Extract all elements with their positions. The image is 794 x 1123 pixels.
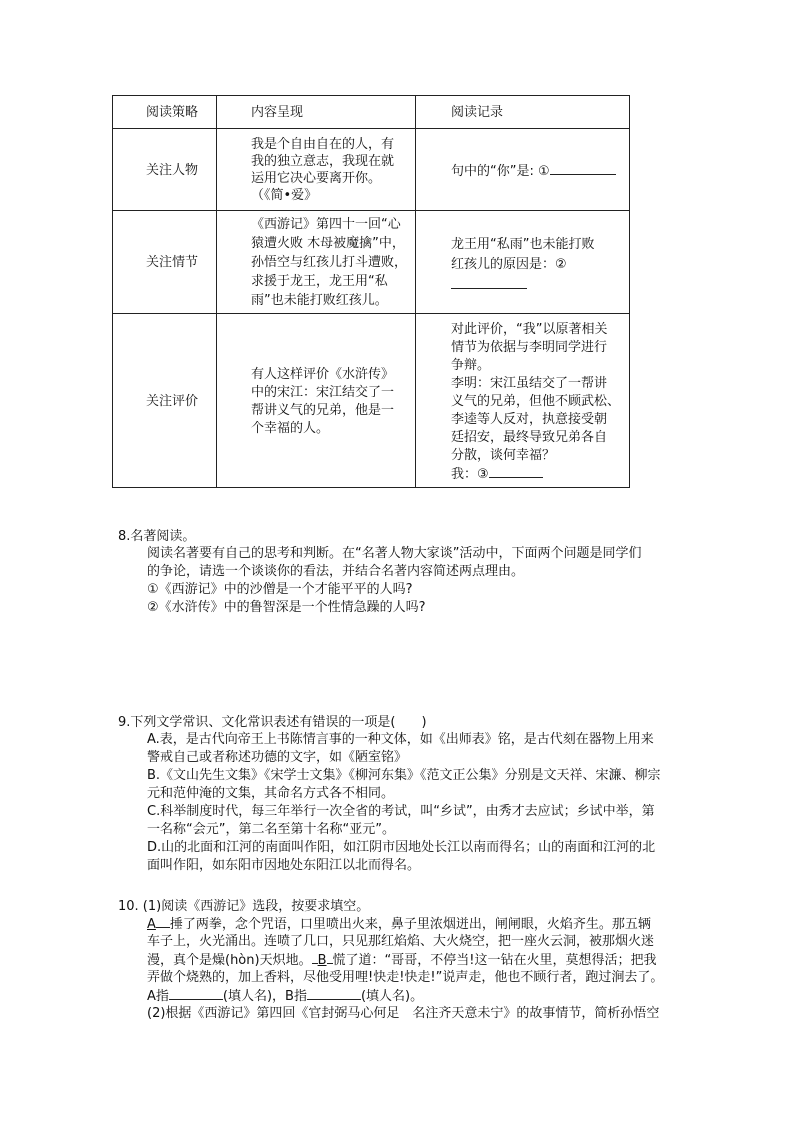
row2-content-line: 猿遭火败 木母被魔擒”中，	[251, 236, 405, 251]
question-8-option: ①《西游记》中的沙僧是一个才能平平的人吗?	[147, 582, 413, 597]
table-border-bottom	[112, 487, 630, 488]
passage-line: 弄做个烧熟的，加上香料，尽他受用哩!快走!快走!”说声走，他也不顾行者，跑过涧去了。	[147, 970, 664, 985]
row1-strategy: 关注人物	[146, 163, 199, 178]
question-9-line: 元和范仲淹的文集，其命名方式各不相同。	[147, 786, 395, 801]
row1-record-text: 句中的“你”是: ①	[451, 164, 550, 179]
row2-content-line: 孙悟空与红孩儿打斗遭败，	[251, 255, 408, 270]
row3-record-me: 我：③	[451, 467, 489, 482]
table-row-divider	[112, 313, 630, 314]
row3-record-line: 廷招安，最终导致兄弟各自	[451, 430, 608, 445]
question-9-line: D.山的北面和江河的南面叫作阳，如江阴市因地处长江以南而得名；山的南面和江河的北	[147, 840, 656, 855]
row2-content-line: 《西游记》第四十一回“心	[251, 217, 401, 232]
fill-a-hint: (填人名)，B指	[222, 989, 307, 1004]
question-9-title: 9.下列文学常识、文化常识表述有错误的一项是( )	[118, 715, 427, 730]
question-9-line: 面叫作阳，如东阳市因地处东阳江以北而得名。	[147, 858, 421, 873]
row3-content-line: 帮讲义气的兄弟，他是一	[251, 403, 395, 418]
passage-text: 慌了道：“哥哥，不停当!这一钻在火里，莫想得活；把我	[332, 953, 657, 968]
passage-line: 车子上，火光涌出。连喷了几口，只见那红焰焰、大火烧空，把一座火云洞，被那烟火迷	[147, 934, 655, 949]
table-row-divider	[112, 128, 630, 129]
passage-underline	[156, 915, 170, 928]
row3-record-line	[451, 465, 543, 483]
row3-content-line: 有人这样评价《水浒传》	[251, 367, 395, 382]
question-9-line: 警戒自己或者称述功德的文字，如《陋室铭》	[147, 750, 408, 765]
answer-blank-b[interactable]	[307, 987, 361, 1000]
answer-blank-2[interactable]	[451, 276, 527, 289]
question-8-line: 的争论，请选一个谈谈你的看法，并结合名著内容简述两点理由。	[147, 564, 525, 579]
row3-record-line: 李明：宋江虽结交了一帮讲	[451, 376, 608, 391]
table-border-top	[112, 95, 630, 96]
row1-content-line: 我是个自由自在的人，有	[251, 137, 395, 152]
passage-blank-b: B	[317, 953, 327, 968]
row1-content-line: （《简•爱》	[251, 188, 318, 203]
question-8-title: 8.名著阅读。	[118, 529, 196, 544]
row2-strategy: 关注情节	[146, 255, 199, 270]
row3-record-line: 对此评价，“我”以原著相关	[451, 322, 608, 337]
row3-record-line: 情节为依据与李明同学进行	[451, 340, 608, 355]
row3-record-line: 分散，谈何幸福？	[451, 448, 556, 463]
row2-record-line: 龙王用“私雨”也未能打败	[451, 237, 595, 252]
question-10-title: 10. (1)阅读《西游记》选段，按要求填空。	[118, 899, 370, 914]
answer-blank-1[interactable]	[550, 162, 616, 175]
row3-content-line: 个幸福的人。	[251, 421, 330, 436]
table-col-divider	[216, 95, 217, 488]
row2-content-line: 雨”也未能打败红孩儿。	[251, 293, 388, 308]
row1-record-line	[451, 162, 616, 180]
question-8-line: 阅读名著要有自己的思考和判断。在“名著人物大家谈”活动中，下面两个问题是同学们	[147, 546, 642, 561]
question-9-line: 一名称“会元”，第二名至第十名称“亚元”。	[147, 822, 395, 837]
row3-strategy: 关注评价	[146, 394, 199, 409]
row1-content-line: 运用它决心要离开你。	[251, 171, 382, 186]
table-border-right	[629, 95, 630, 488]
table-border-left	[112, 95, 113, 488]
question-8-option: ②《水浒传》中的鲁智深是一个性情急躁的人吗?	[147, 600, 426, 615]
row3-record-line: 争辩。	[451, 358, 491, 373]
fill-in-line	[147, 987, 423, 1005]
passage-line	[147, 915, 651, 933]
row3-record-line: 义气的兄弟，但他不顾武松、	[451, 394, 621, 409]
header-strategy: 阅读策略	[146, 105, 199, 120]
fill-b-hint: (填人名)。	[360, 989, 424, 1004]
question-9-line: B.《文山先生文集》《宋学士文集》《柳河东集》《范文正公集》分别是文天祥、宋濂、柳宗	[147, 768, 661, 783]
row2-content-line: 求援于龙王，龙王用“私	[251, 274, 388, 289]
row2-record-line: 红孩儿的原因是：②	[451, 257, 567, 272]
fill-a-label: A指	[147, 989, 169, 1004]
answer-blank-3[interactable]	[489, 465, 543, 478]
passage-text: 漫，真个是燥(hòn)天炽地。	[147, 953, 312, 968]
header-content: 内容呈现	[251, 105, 304, 120]
row3-content-line: 中的宋江：宋江结交了一	[251, 385, 395, 400]
passage-line	[147, 951, 656, 969]
question-10-part-2: (2)根据《西游记》第四回《官封弼马心何足 名注齐天意未宁》的故事情节，简析孙悟空	[147, 1006, 660, 1021]
table-col-divider	[415, 95, 416, 488]
passage-blank-a: A	[147, 917, 156, 932]
passage-text: 捶了两拳，念个咒语，口里喷出火来，鼻子里浓烟迸出，闸闸眼，火焰齐生。那五辆	[169, 917, 651, 932]
table-row-divider	[112, 210, 630, 211]
question-9-line: A.表，是古代向帝王上书陈情言事的一种文体，如《出师表》铭，是古代刻在器物上用来	[147, 732, 654, 747]
question-9-line: C.科举制度时代，每三年举行一次全省的考试，叫“乡试”，由秀才去应试；乡试中举，第	[147, 804, 655, 819]
answer-blank-a[interactable]	[169, 987, 223, 1000]
header-record: 阅读记录	[451, 105, 504, 120]
row3-record-line: 李逵等人反对，执意接受朝	[451, 412, 608, 427]
row1-content-line: 我的独立意志，我现在就	[251, 154, 395, 169]
